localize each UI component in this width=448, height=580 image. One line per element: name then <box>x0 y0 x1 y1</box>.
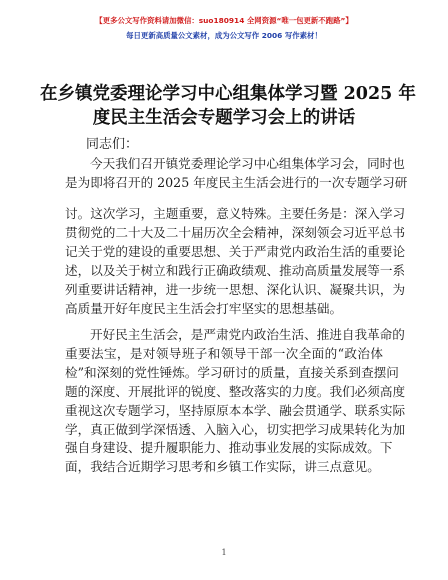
text-line: 面，我结合近期学习思考和乡镇工作实际，讲三点意见。 <box>65 459 380 475</box>
text-line: 题的深度、开展批评的锐度、整改落实的力度。我们必须高度 <box>65 383 406 399</box>
text-line: 记关于党的建设的重要思想、关于严肃党内政治生活的重要论 <box>65 243 406 259</box>
text-line: 贯彻党的二十大及二十届历次全会精神，深刻领会习近平总书 <box>65 224 406 240</box>
text-line: 学，真正做到学深悟透、入脑入心，切实把学习成果转化为加 <box>65 421 406 437</box>
paragraph-2 <box>65 205 406 318</box>
text-line: 开好民主生活会，是严肃党内政治生活、推进自我革命的 <box>90 327 405 342</box>
text-line: 今天我们召开镇党委理论学习中心组集体学习会，同时也 <box>90 156 405 171</box>
text-line: 高质量开好年度民主生活会打牢坚实的思想基础。 <box>65 300 343 316</box>
text-line: 检”和深刻的党性锤炼。学习研讨的质量，直接关系到查摆问 <box>65 364 399 380</box>
paragraph-3 <box>65 326 406 477</box>
text-line: 强自身建设、提升履职能力、推动事业发展的实际成效。下 <box>65 440 393 456</box>
salutation: 同志们： <box>86 137 139 152</box>
text-line: 是为即将召开的 2025 年度民主生活会进行的一次专题学习研 <box>65 174 408 190</box>
text-line: 讨。这次学习，主题重要，意义特殊。主要任务是：深入学习 <box>65 206 406 221</box>
text-line: 重视这次专题学习，坚持原原本本学、融会贯通学、联系实际 <box>65 402 406 418</box>
text-line: 述，以及关于树立和践行正确政绩观、推动高质量发展等一系 <box>65 262 406 278</box>
document-title <box>40 82 416 130</box>
promo-line-2: 每日更新高质量公文素材，成为公文写作 2006 写作素材！ <box>126 31 322 40</box>
title-line: 在乡镇党委理论学习中心组集体学习暨 2025 年 <box>40 84 416 104</box>
text-line: 重要法宝，是对领导班子和领导干部一次全面的“政治体 <box>65 345 383 361</box>
page-number: 1 <box>221 548 227 557</box>
title-line: 度民主生活会专题学习会上的讲话 <box>92 108 356 128</box>
text-line: 列重要讲话精神，进一步统一思想、深化认识、凝聚共识，为 <box>65 281 406 297</box>
promo-line-1: 【更多公文写作资料请加微信：suo180914 全网资源“唯一包更新不跑路”】 <box>95 16 353 25</box>
paragraph-1 <box>65 155 408 193</box>
